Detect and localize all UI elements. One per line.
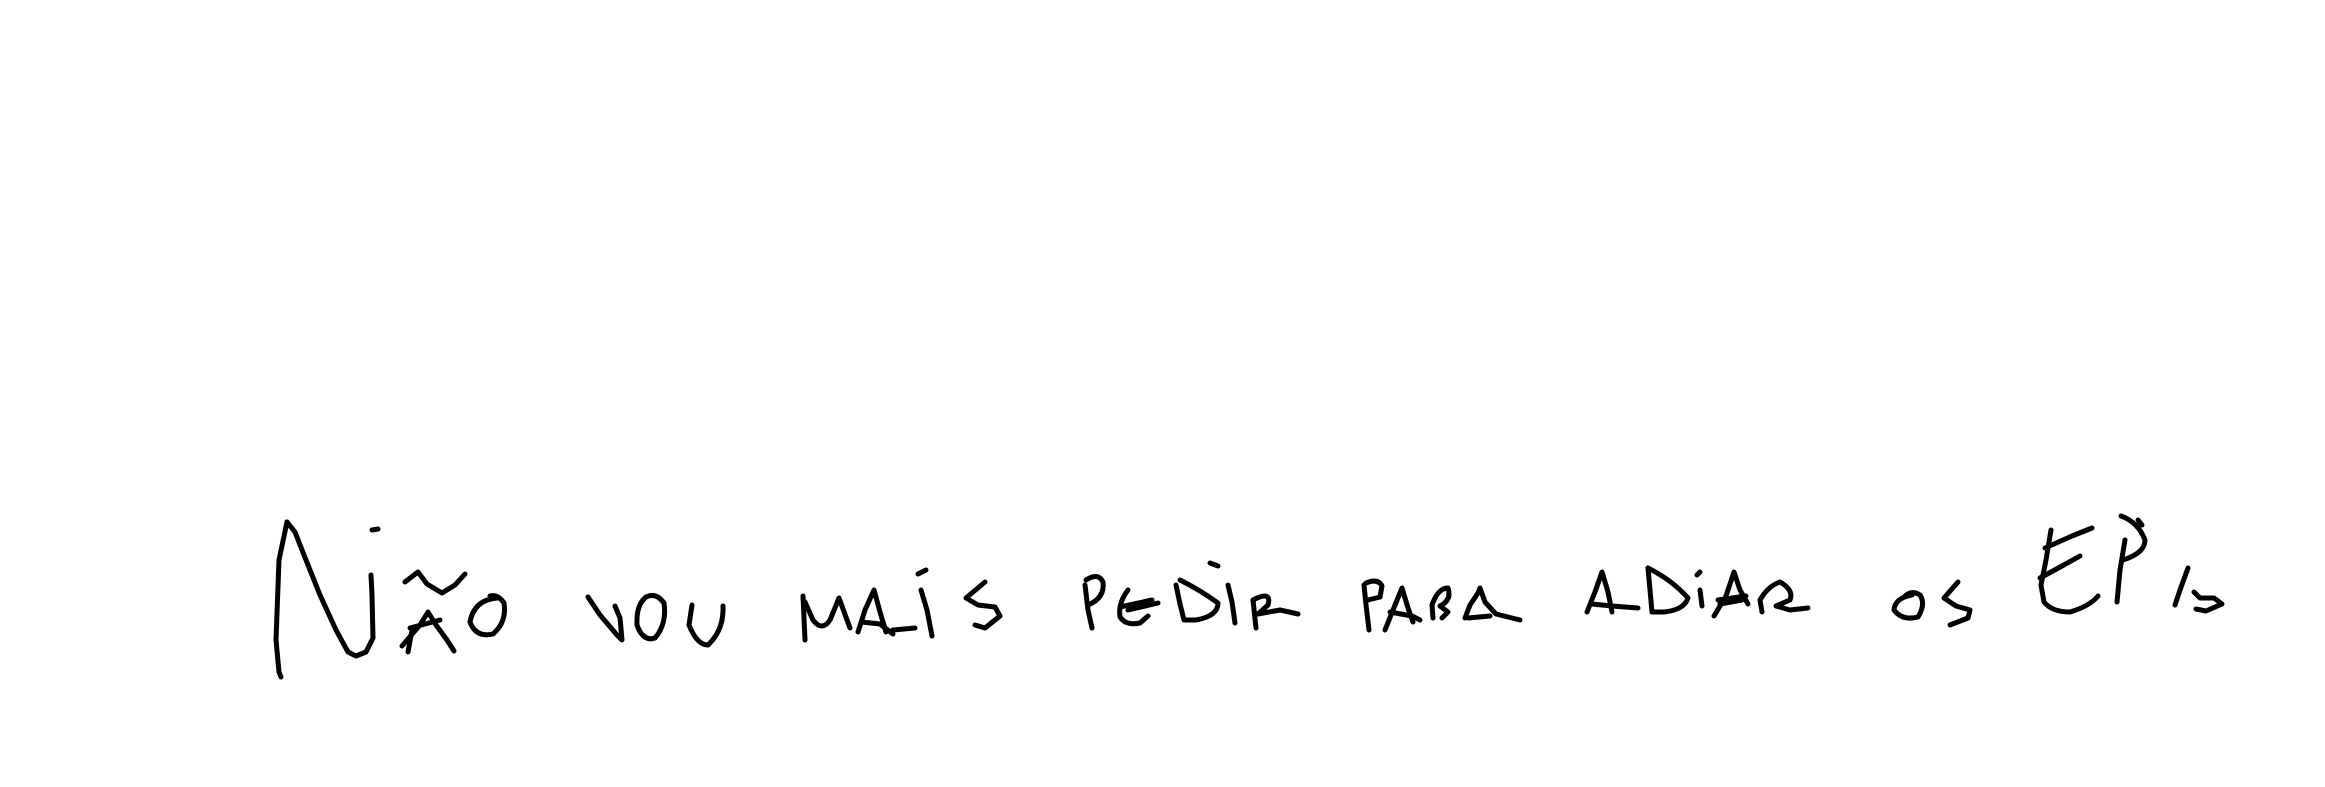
handwritten-word-vou (588, 595, 723, 645)
handwritten-word-eps (2040, 516, 2222, 612)
handwritten-word-adiar (1587, 568, 1808, 616)
handwritten-word-para (1364, 581, 1520, 630)
handwritten-word-pedir (1085, 563, 1298, 628)
handwritten-word-nao (276, 522, 505, 677)
handwritten-word-mais (803, 570, 1000, 640)
handwritten-word-os (1894, 582, 1970, 625)
